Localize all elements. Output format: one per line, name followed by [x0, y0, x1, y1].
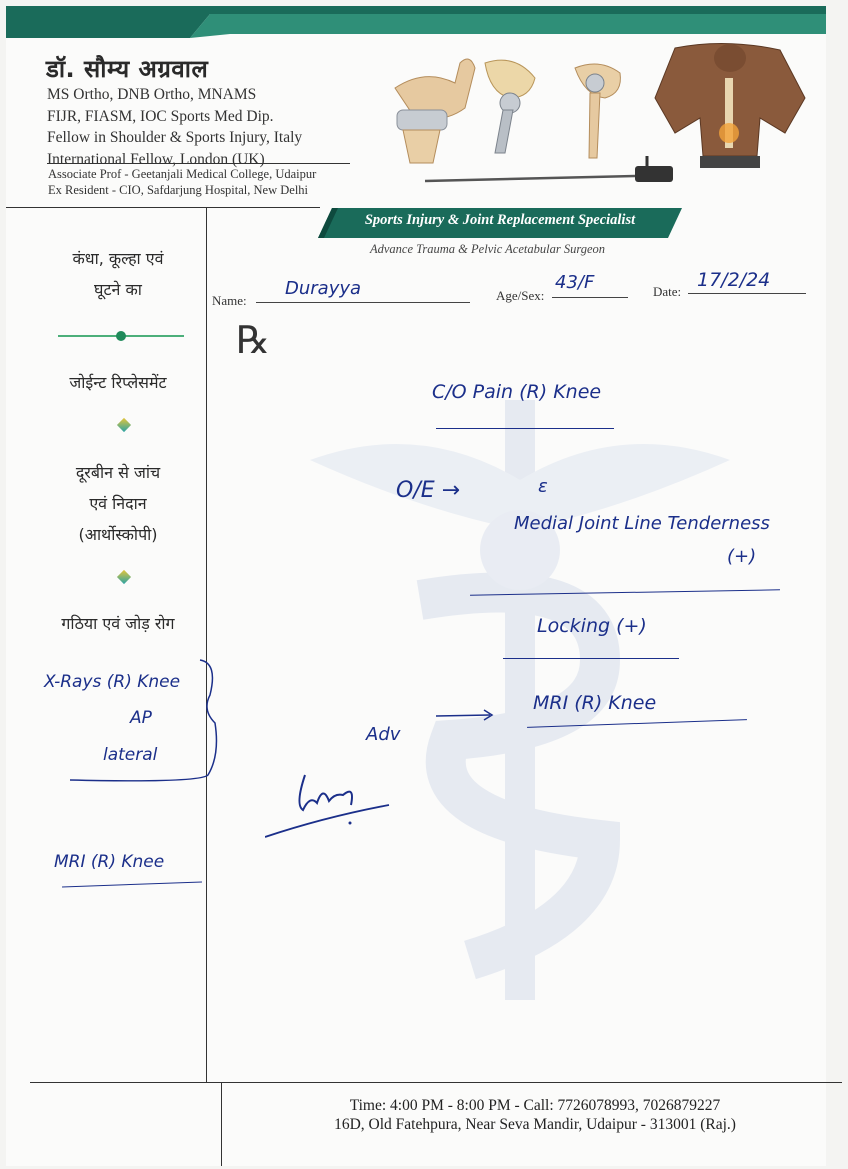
date-line — [688, 293, 806, 294]
clinic-timing: Time: 4:00 PM - 8:00 PM - Call: 7726078993, 7026879227 — [349, 1097, 721, 1114]
patient-agesex: 43/F — [555, 272, 595, 293]
knee-implant-image — [395, 59, 475, 163]
sidebar-divider — [206, 207, 207, 1082]
specialty-banner-text: Sports Injury & Joint Replacement Specialist — [364, 212, 636, 228]
header-stripe — [0, 0, 848, 40]
complaint-underline — [436, 428, 614, 429]
qualification-line: International Fellow, London (UK) — [47, 150, 265, 168]
note-lateral: lateral — [103, 745, 158, 765]
advised-mri: MRI (R) Knee — [533, 692, 657, 714]
specialty-subtitle: Advance Trauma & Pelvic Acetabular Surgeon — [370, 242, 606, 256]
doctor-signature — [265, 765, 395, 840]
back-pain-image — [655, 43, 805, 168]
note-ap: AP — [130, 708, 152, 728]
arrow-icon — [434, 707, 496, 723]
service-line: दूरबीन से जांच — [75, 463, 161, 482]
arthroscope-image — [425, 156, 673, 182]
exam-mark: ε — [538, 476, 548, 497]
exam-finding: Medial Joint Line Tenderness — [514, 513, 770, 534]
date-label: Date: — [653, 284, 682, 299]
hip-implant-image — [485, 60, 535, 153]
qualification-line: MS Ortho, DNB Ortho, MNAMS — [47, 86, 257, 103]
doctor-affiliations — [48, 166, 316, 198]
agesex-line — [552, 297, 628, 298]
footer-divider — [30, 1082, 842, 1083]
qualification-line: FIJR, FIASM, IOC Sports Med Dip. — [47, 107, 274, 125]
rx-symbol: ℞ — [236, 318, 271, 362]
advice-label: Adv — [366, 724, 401, 745]
name-label: Name: — [212, 293, 247, 308]
shoulder-implant-image — [575, 64, 620, 158]
service-line: घूटने का — [94, 280, 142, 299]
name-line — [256, 302, 470, 303]
service-arthroscopy — [30, 457, 206, 550]
note-xray: X-Rays (R) Knee — [44, 672, 181, 692]
clinic-address: 16D, Old Fatehpura, Near Seva Mandir, Udaipur - 313001 (Raj.) — [334, 1116, 736, 1133]
divider — [47, 163, 350, 164]
service-joint-label — [30, 243, 206, 305]
visit-date: 17/2/24 — [697, 269, 771, 291]
finding-positive-mark: (+) — [727, 546, 757, 567]
doctor-name: डॉ. सौम्य अग्रवाल — [46, 55, 209, 83]
affiliation-line: Ex Resident - CIO, Safdarjung Hospital, New Delhi — [48, 183, 309, 197]
header-divider — [6, 207, 320, 208]
note-mri: MRI (R) Knee — [54, 852, 165, 872]
caduceus-watermark — [270, 400, 770, 1000]
locking-finding: Locking (+) — [537, 615, 647, 637]
patient-name: Durayya — [285, 278, 362, 299]
chief-complaint: C/O Pain (R) Knee — [432, 381, 602, 403]
on-examination: O/E → — [396, 478, 461, 503]
agesex-label: Age/Sex: — [496, 288, 545, 303]
service-line: कंधा, कूल्हा एवं — [72, 249, 164, 268]
service-line: एवं निदान — [89, 494, 147, 513]
orthopedic-images — [385, 38, 815, 188]
service-line: (आर्थोस्कोपी) — [78, 525, 158, 544]
sidebar-separator-dot — [116, 331, 126, 341]
locking-underline — [503, 658, 679, 659]
doctor-qualifications — [47, 84, 302, 170]
qualification-line: Fellow in Shoulder & Sports Injury, Italy — [47, 129, 303, 146]
note-xray-brace — [60, 655, 220, 790]
service-joint-replacement: जोईन्ट रिप्लेसमेंट — [69, 373, 167, 392]
service-arthritis: गठिया एवं जोड़ रोग — [61, 614, 175, 633]
affiliation-line: Associate Prof - Geetanjali Medical College, Udaipur — [48, 167, 317, 181]
